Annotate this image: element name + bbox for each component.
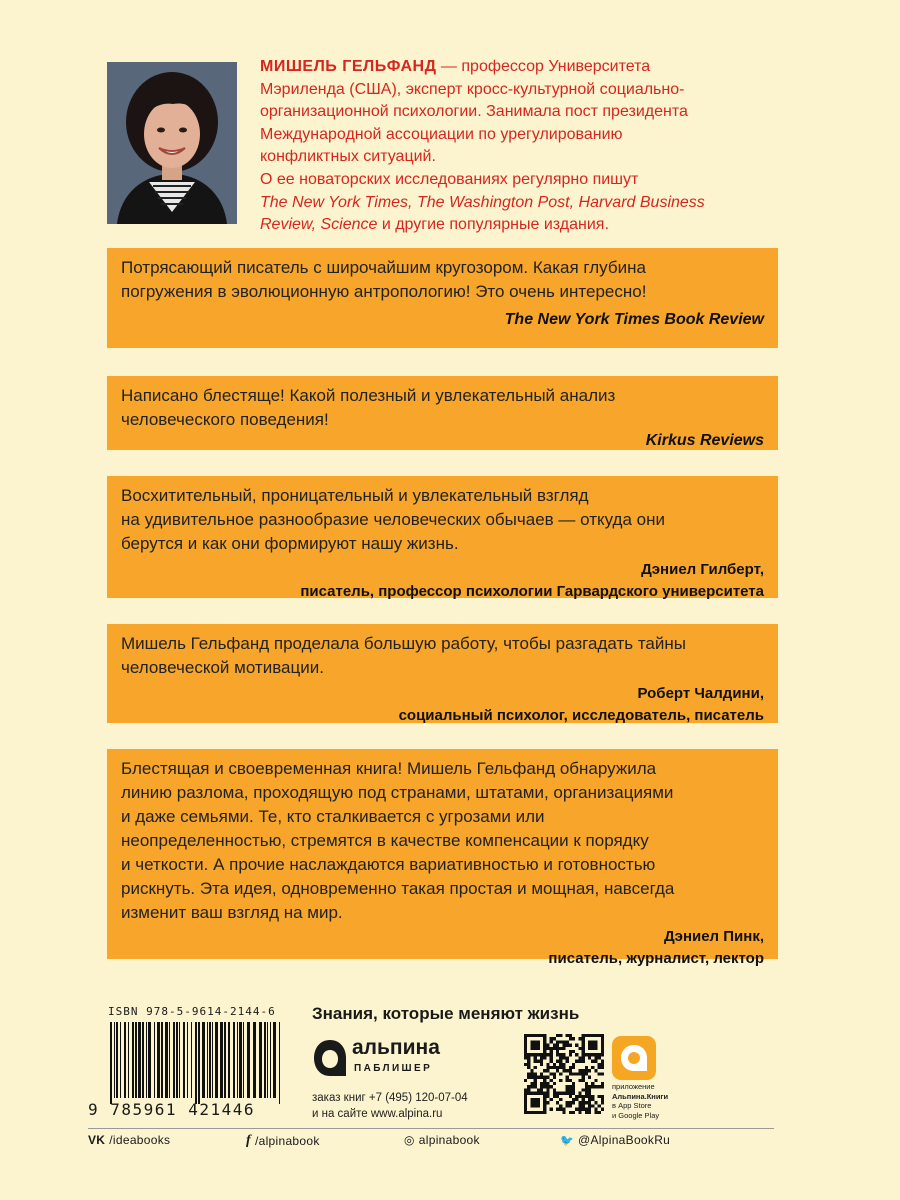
quote-source-title: писатель, профессор психологии Гарвардского университета [300, 583, 764, 600]
quote-text: Написано блестяще! Какой полезный и увлекательный анализ [121, 386, 616, 405]
author-name: МИШЕЛЬ ГЕЛЬФАНД [260, 58, 437, 75]
publisher-logo [312, 1034, 472, 1084]
publisher-slogan: Знания, которые меняют жизнь [312, 1004, 580, 1023]
quote-text: погружения в эволюционную антропологию! Это очень интересно! [121, 282, 647, 301]
app-name-text: Альпина.Книги [612, 1091, 669, 1101]
quote-text: Потрясающий писатель с широчайшим кругозором. Какая глубина [121, 258, 646, 277]
bio-line: Международной ассоциации по урегулированию [260, 125, 623, 143]
isbn-barcode [88, 1000, 288, 1122]
bio-line: и другие популярные издания. [377, 216, 609, 234]
publications: Review, Science [260, 216, 378, 234]
alpina-logo-icon [312, 1038, 348, 1078]
quote-source: Дэниел Пинк, [663, 928, 764, 945]
quote-text: Мишель Гельфанд проделала большую работу, чтобы разгадать тайны [121, 634, 686, 653]
isbn-label: ISBN 978-5-9614-2144-6 [108, 1005, 276, 1018]
quote-text: человеческого поведения! [121, 410, 329, 429]
bio-line: организационной психологии. Занимала пост президента [260, 103, 688, 121]
order-info [312, 1090, 468, 1122]
app-promo [612, 1082, 682, 1120]
social-handle: /ideabooks [109, 1133, 171, 1147]
facebook-icon: f [246, 1133, 251, 1148]
quote-text: рискнуть. Эта идея, одновременно такая простая и мощная, навсегда [121, 879, 675, 898]
social-twitter[interactable] [560, 1133, 670, 1147]
review-quote-2 [107, 376, 778, 450]
logo-subtitle: ПАБЛИШЕР [354, 1063, 433, 1074]
quote-source: The New York Times Book Review [504, 311, 764, 328]
social-handle: @AlpinaBookRu [578, 1133, 671, 1147]
vk-icon: VK [88, 1133, 106, 1147]
app-name [612, 1092, 682, 1102]
bio-line: — профессор Университета [436, 58, 651, 75]
isbn-digits: 9 785961 421446 [88, 1100, 255, 1119]
quote-text: человеческой мотивации. [121, 658, 324, 677]
order-website: и на сайте www.alpina.ru [312, 1108, 443, 1120]
logo-wordmark: альпина [352, 1036, 440, 1059]
app-line: приложение [612, 1082, 655, 1091]
instagram-icon: ◎ [404, 1133, 415, 1147]
quote-text: и четкости. А прочие наслаждаются вариативностью и готовностью [121, 855, 656, 874]
social-vk[interactable] [88, 1133, 170, 1147]
quote-text: линию разлома, проходящую под странами, штатами, организациями [121, 783, 674, 802]
bio-line: О ее новаторских исследованиях регулярно пишут [260, 170, 639, 188]
app-line: и Google Play [612, 1110, 660, 1120]
review-quote-5 [107, 749, 778, 967]
quote-source: Роберт Чалдини, [637, 685, 764, 702]
quote-source: Kirkus Reviews [645, 432, 764, 449]
qr-code-icon [524, 1034, 604, 1114]
author-photo [107, 62, 237, 224]
review-quote-1 [107, 248, 778, 348]
quote-text: и даже семьями. Те, кто сталкивается с угрозами или [121, 807, 545, 826]
quote-text: изменит ваш взгляд на мир. [121, 903, 343, 922]
social-handle: alpinabook [418, 1133, 480, 1147]
author-bio [260, 56, 780, 237]
publications: The New York Times, The Washington Post, Harvard Business [260, 193, 705, 211]
quote-source: Дэниел Гилберт, [641, 561, 764, 578]
quote-text: неопределенностью, стремятся в качестве компенсации к порядку [121, 831, 649, 850]
bio-line: Мэриленда (США), эксперт кросс-культурной социально- [260, 80, 685, 98]
app-logo-icon [612, 1036, 656, 1080]
twitter-icon: 🐦 [560, 1134, 574, 1147]
app-line: в App Store [612, 1101, 652, 1110]
author-portrait-illustration [107, 62, 237, 224]
bio-line: конфликтных ситуаций. [260, 148, 436, 166]
alpina-app-icon [612, 1036, 656, 1080]
quote-text: Восхитительный, проницательный и увлекательный взгляд [121, 486, 589, 505]
social-instagram[interactable] [404, 1133, 480, 1147]
review-quote-3 [107, 476, 778, 598]
quote-source-title: социальный психолог, исследователь, писатель [398, 707, 764, 724]
quote-text: на удивительное разнообразие человеческих обычаев — откуда они [121, 510, 665, 529]
review-quote-4 [107, 624, 778, 723]
barcode-icon [108, 1022, 286, 1104]
order-phone: заказ книг +7 (495) 120-07-04 [312, 1092, 468, 1104]
quote-text: Блестящая и своевременная книга! Мишель Гельфанд обнаружила [121, 759, 657, 778]
quote-source-title: писатель, журналист, лектор [548, 950, 764, 967]
social-handle: /alpinabook [254, 1134, 320, 1148]
quote-text: берутся и как они формируют нашу жизнь. [121, 534, 459, 553]
footer-divider [88, 1128, 774, 1129]
social-facebook[interactable] [246, 1133, 320, 1149]
